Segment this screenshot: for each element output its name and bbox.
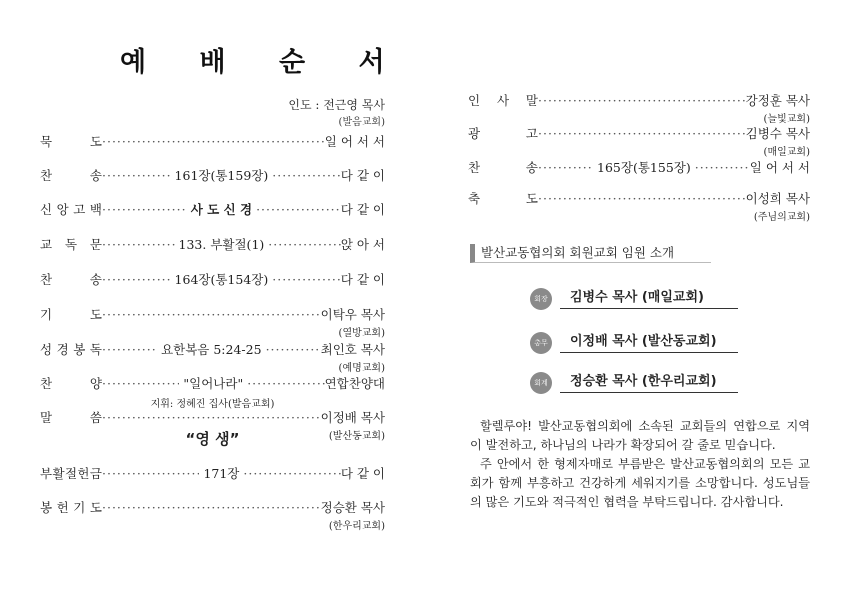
order-row-offertory-prayer [40,499,385,517]
row-label: 기 도 [40,307,102,322]
row-right: 다 같 이 [340,272,385,287]
order-row-hymn-1 [40,167,385,185]
officer-secretary [530,332,740,354]
row-label: 광 고 [468,126,538,141]
order-row-responsive-reading [40,236,385,254]
greeting-paragraphs [470,417,810,512]
underline [560,392,738,393]
row-label: 찬 송 [468,160,538,175]
sermon-title: “영 생” [185,430,240,448]
row-sub: (한우리교회) [328,521,385,532]
row-sub: (예명교회) [338,363,385,374]
row-label: 성 경 봉 독 [40,342,102,357]
order-row-announcements [468,125,810,143]
row-right: 다 같 이 [340,466,385,481]
row-mid: 요한복음 5:24-25 [161,342,262,357]
row-mid: "일어나라" [183,376,244,391]
row-right: 일 어 서 서 [749,160,810,175]
order-row-hymn-3 [468,159,810,177]
order-row-creed [40,201,385,219]
row-sub: (주님의교회) [753,212,810,223]
row-mid: 133. 부활절(1) [178,237,265,252]
row-label: 부 활 절 헌 금 [40,466,102,481]
row-right: 다 같 이 [340,202,385,217]
order-row-anthem [40,375,385,393]
row-label: 찬 송 [40,272,102,287]
row-right: 김병수 목사 [745,126,810,141]
row-label: 신 앙 고 백 [40,202,102,217]
officiant-church: (발음교회) [338,117,385,128]
program-title: 예 배 순 서 [120,47,407,78]
order-row-sermon [40,409,385,427]
row-mid: 사 도 신 경 [190,202,253,217]
row-mid: 164장(통154장) [174,272,269,287]
order-row-hymn-2 [40,271,385,289]
role-badge: 회장 [530,288,552,310]
officers-banner: 발산교동협의회 회원교회 임원 소개 [470,244,711,263]
row-label: 교 독 문 [40,237,102,252]
officer-name: 정승환 목사 (한우리교회) [570,374,717,389]
row-label: 묵 도 [40,134,102,149]
order-row-scripture [40,341,385,359]
row-right: 정승환 목사 [320,500,385,515]
order-row-benediction [468,190,810,208]
officiant [40,96,385,128]
row-label: 말 씀 [40,410,102,425]
role-badge: 총무 [530,332,552,354]
row-label: 봉 헌 기 도 [40,500,102,515]
row-mid: 161장(통159장) [174,168,269,183]
row-right: 앉 아 서 [340,237,385,252]
row-right: 이성희 목사 [745,191,810,206]
row-right: 강정훈 목사 [745,93,810,108]
row-mid: 165장(통155장) [597,160,691,175]
row-label: 축 도 [468,191,538,206]
role-badge: 회계 [530,372,552,394]
row-mid: 171장 [203,466,240,481]
order-row-greeting [468,92,810,110]
row-sub: (발산동교회) [328,431,385,442]
row-sub: (늘빛교회) [763,114,810,125]
row-label: 찬 송 [40,168,102,183]
row-right: 다 같 이 [340,168,385,183]
underline [560,352,738,353]
choir-conductor: 지휘: 정혜진 집사(발음교회) [150,399,275,410]
row-right: 이탁우 목사 [320,307,385,322]
officer-name: 김병수 목사 (매일교회) [570,290,704,305]
row-label: 인 사 말 [468,93,538,108]
order-row-silent-prayer [40,133,385,151]
officer-name: 이정배 목사 (발산동교회) [570,334,717,349]
underline [560,308,738,309]
row-right: 최인호 목사 [320,342,385,357]
paragraph-2: 주 안에서 한 형제자매로 부름받은 발산교동협의회의 모든 교회가 함께 부흥하고 건강하게 세워지기를 소망합니다. 성도님들의 많은 기도와 적극적인 협력을 부탁드립니다. 감사합니다. [470,457,810,509]
officer-treasurer [530,372,740,394]
row-sub: (매일교회) [763,147,810,158]
paragraph-1: 할렐루야! 발산교동협의회에 소속된 교회들의 연합으로 지역이 발전하고, 하나님의 나라가 확장되어 갈 줄로 믿습니다. [470,419,810,452]
row-label: 찬 양 [40,376,102,391]
order-row-offering [40,465,385,483]
row-right: 연합찬양대 [324,376,385,391]
row-right: 이정배 목사 [320,410,385,425]
order-row-prayer [40,306,385,324]
row-right: 일 어 서 서 [324,134,385,149]
officer-president [530,288,740,310]
row-sub: (열방교회) [338,328,385,339]
officiant-label: 인도 : 전근영 목사 [288,98,385,112]
